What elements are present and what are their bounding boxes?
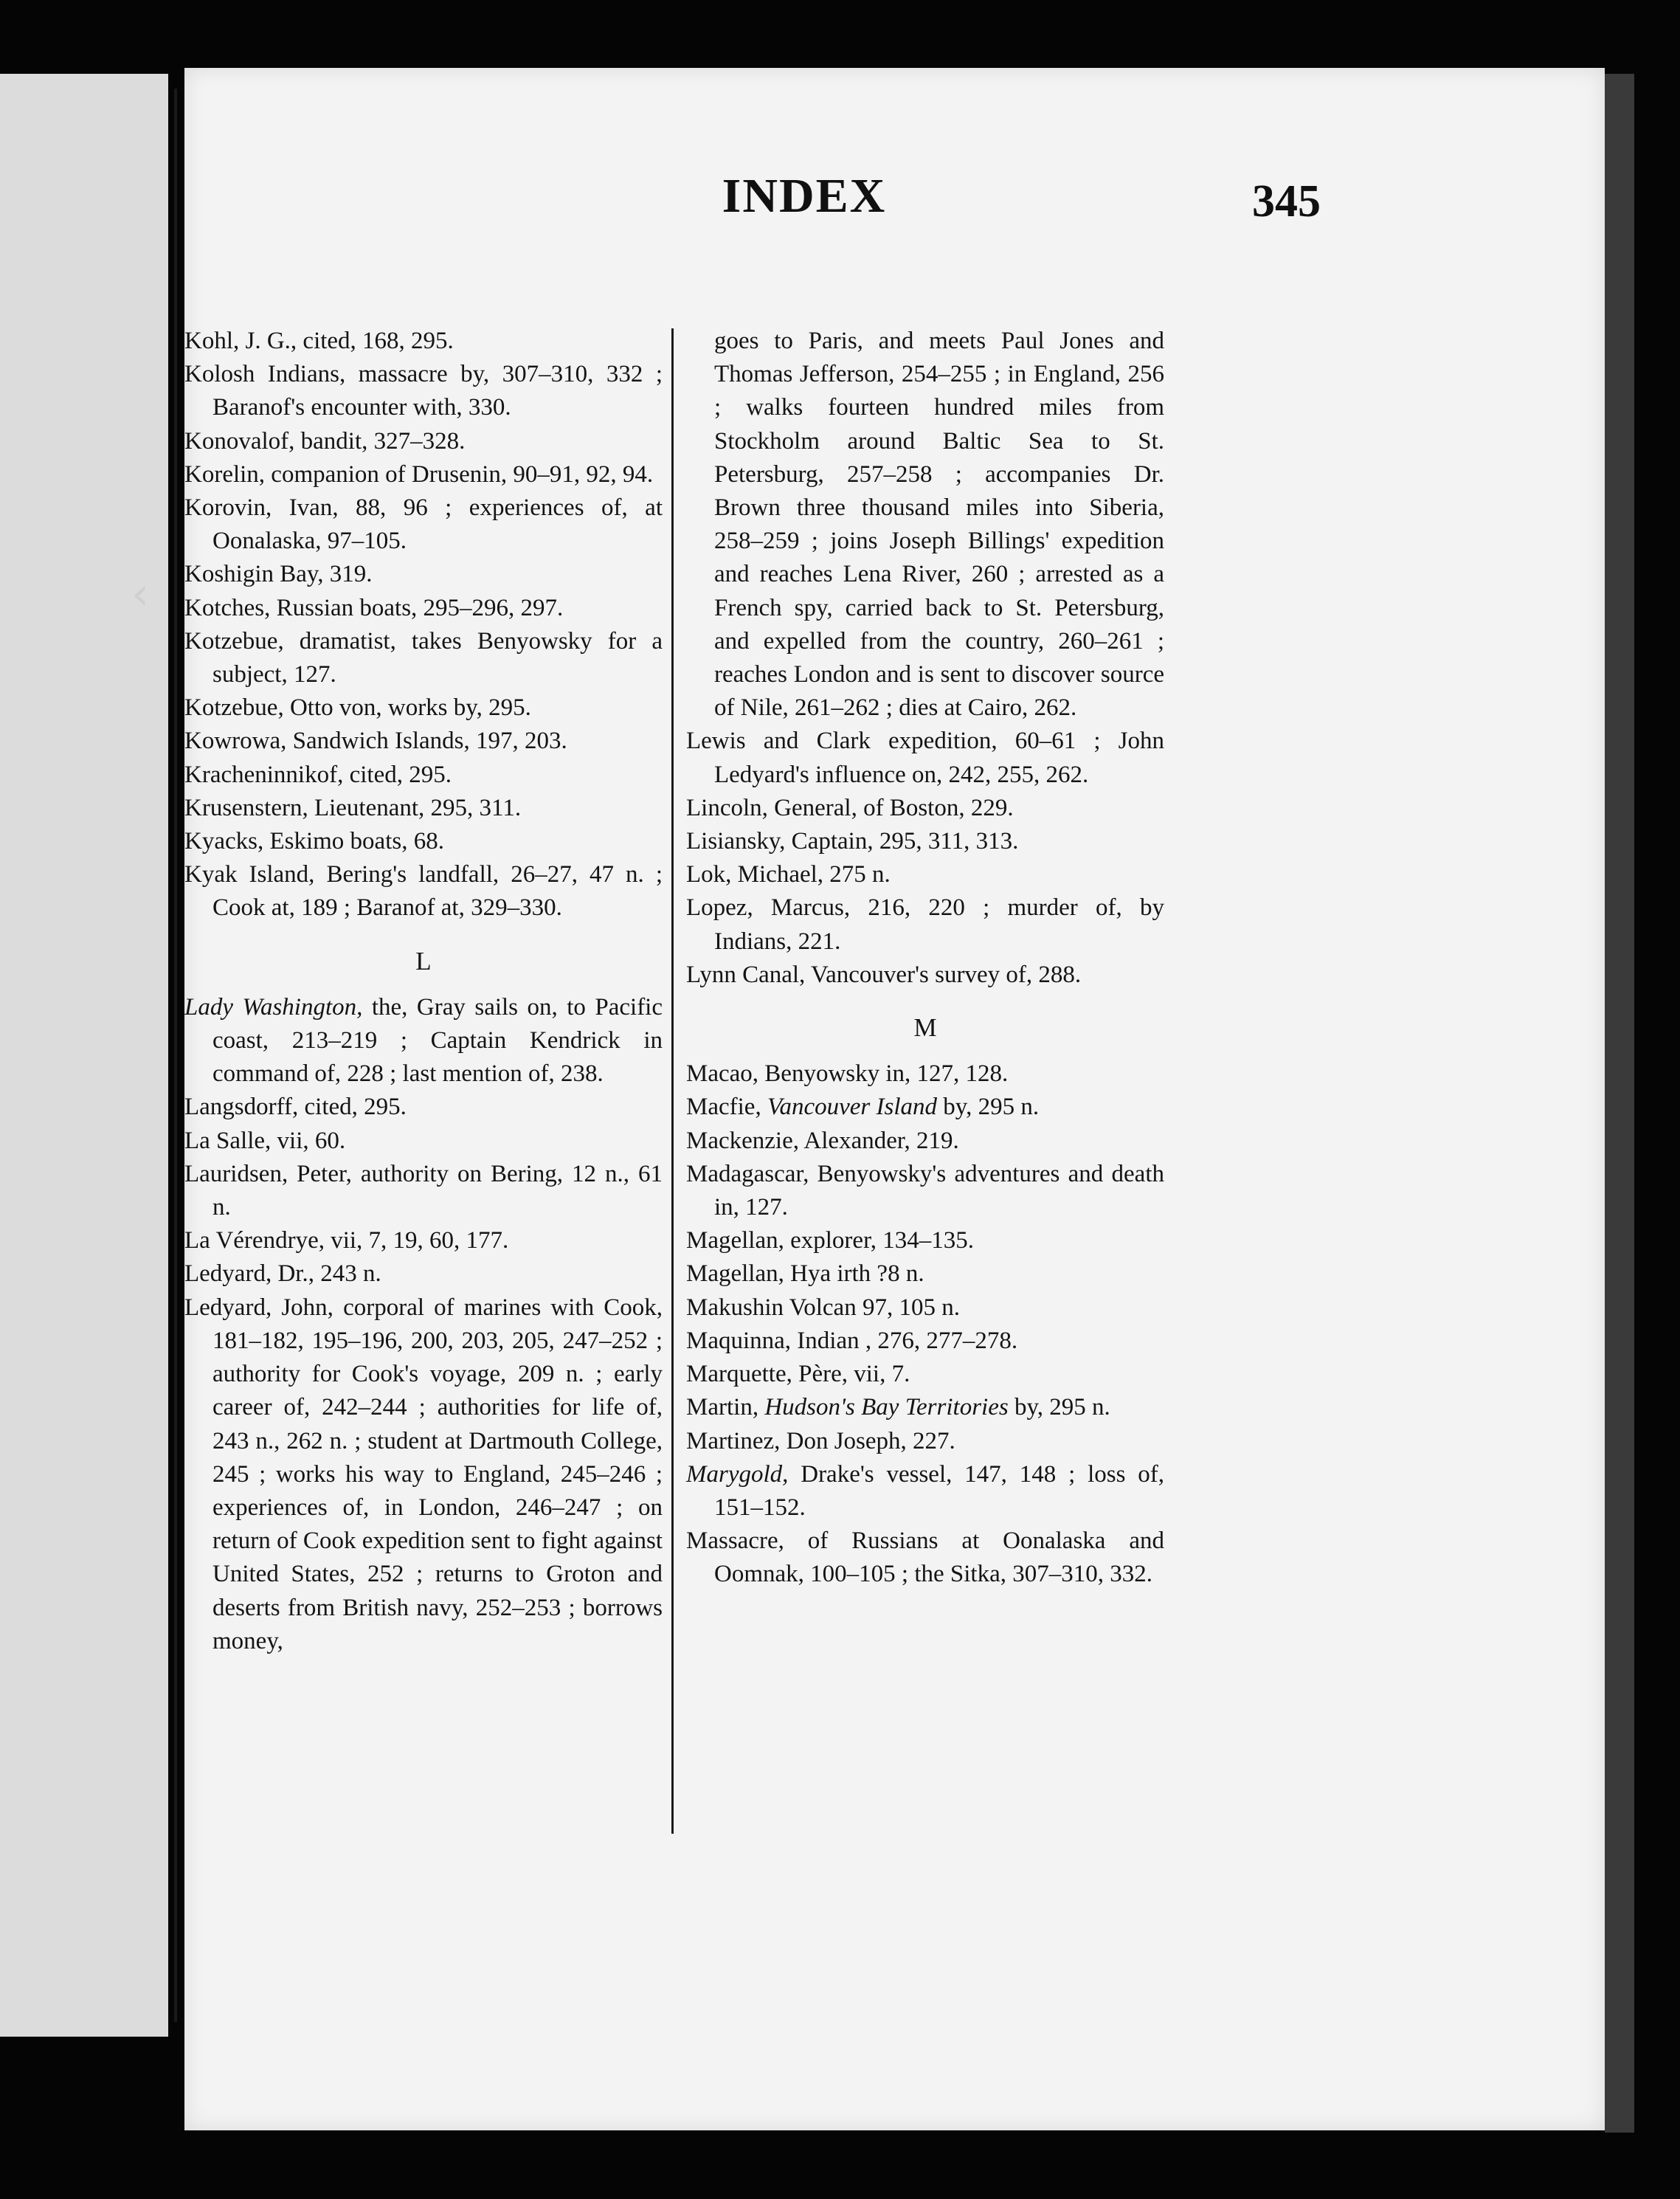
index-entry: Korelin, companion of Drusenin, 90–91, 92, 94. — [184, 460, 654, 488]
index-column-left — [184, 325, 663, 1658]
index-entry: Magellan, explorer, 134–135. — [686, 1227, 974, 1254]
entry-list-m — [686, 1425, 1164, 1458]
italic-ship-name: Lady Washington, — [184, 993, 363, 1021]
index-entry-continuation: goes to Paris, and meets Paul Jones and Thomas Jefferson, 254–255 ; in England, 256 ; walks fourteen hundred miles from Stockholm around Baltic Sea to St. Petersburg, 257–258 ; accompanies Dr. Brown three thousand miles into Siberia, 258–259 ; joins Joseph Billings' expedition and reaches Lena River, 260 ; arrested as a French spy, carried back to St. Petersburg, and expelled from the country, 260–261 ; reaches London and is sent to discover source of Nile, 261–262 ; dies at Cairo, 262. — [714, 328, 1164, 722]
index-entry: Kotzebue, Otto von, works by, 295. — [184, 694, 531, 722]
index-entry: Kotches, Russian boats, 295–296, 297. — [184, 594, 564, 621]
index-entry: Konovalof, bandit, 327–328. — [184, 427, 466, 455]
section-heading-m: M — [913, 1013, 937, 1043]
index-entry-marygold: Marygold, Drake's vessel, 147, 148 ; loss of, 151–152. — [686, 1460, 1164, 1521]
index-entry: Magellan, Hya irth ?8 n. — [686, 1260, 924, 1288]
page-edge-shadow — [1605, 74, 1634, 2133]
index-entry: Kotzebue, dramatist, takes Benyowsky for a subject, 127. — [184, 627, 663, 688]
index-entry: Madagascar, Benyowsky's adventures and death in, 127. — [686, 1160, 1164, 1221]
index-entry: Koshigin Bay, 319. — [184, 561, 373, 588]
index-entry: Lisiansky, Captain, 295, 311, 313. — [686, 828, 1019, 855]
section-heading-l: L — [415, 946, 432, 976]
index-entry: Mackenzie, Alexander, 219. — [686, 1127, 959, 1154]
index-entry: Marquette, Père, vii, 7. — [686, 1361, 910, 1388]
index-entry: Maquinna, Indian , 276, 277–278. — [686, 1327, 1018, 1354]
page-title: INDEX — [722, 169, 887, 223]
margin-bracket-mark: ‹ — [131, 568, 149, 620]
index-entry: Kohl, J. G., cited, 168, 295. — [184, 328, 454, 354]
index-entry-martin: Martin, Hudson's Bay Territories by, 295 n. — [686, 1394, 1110, 1421]
index-entry: Martinez, Don Joseph, 227. — [686, 1427, 955, 1454]
index-entry: Kracheninnikof, cited, 295. — [184, 761, 452, 788]
index-entry: Kyak Island, Bering's landfall, 26–27, 47 n. ; Cook at, 189 ; Baranof at, 329–330. — [184, 861, 663, 922]
index-entry: Ledyard, Dr., 243 n. — [184, 1260, 381, 1288]
entry-list-m — [686, 1525, 1164, 1591]
entry-list-l-cont — [686, 725, 1164, 992]
index-entry: Makushin Volcan 97, 105 n. — [686, 1294, 960, 1321]
index-entry: Langsdorff, cited, 295. — [184, 1094, 407, 1121]
facing-page-edge — [0, 74, 168, 2037]
index-entry: Lopez, Marcus, 216, 220 ; murder of, by Indians, 221. — [686, 894, 1164, 955]
index-entry: Lauridsen, Peter, authority on Bering, 12 n., 61 n. — [184, 1160, 663, 1221]
entry-list-m — [686, 1125, 1164, 1392]
index-entry: Korovin, Ivan, 88, 96 ; experiences of, at Oonalaska, 97–105. — [184, 494, 663, 555]
index-entry: Kowrowa, Sandwich Islands, 197, 203. — [184, 728, 567, 755]
index-entry: Lok, Michael, 275 n. — [686, 861, 891, 888]
page-number: 345 — [1252, 176, 1321, 227]
index-entry: Kyacks, Eskimo boats, 68. — [184, 828, 444, 855]
index-column-right — [686, 325, 1164, 1592]
column-divider — [671, 328, 674, 1834]
entry-list-m — [686, 1057, 1164, 1091]
index-entry: Lewis and Clark expedition, 60–61 ; John Ledyard's influence on, 242, 255, 262. — [686, 728, 1164, 788]
entry-list-l — [184, 1091, 663, 1657]
index-entry: Macao, Benyowsky in, 127, 128. — [686, 1060, 1009, 1088]
binding-mark — [174, 89, 177, 2022]
index-entry: Massacre, of Russians at Oonalaska and Oomnak, 100–105 ; the Sitka, 307–310, 332. — [686, 1527, 1164, 1588]
index-entry-macfie: Macfie, Vancouver Island by, 295 n. — [686, 1094, 1040, 1121]
index-entry: Lincoln, General, of Boston, 229. — [686, 794, 1014, 821]
index-entry: Kolosh Indians, massacre by, 307–310, 332 ; Baranof's encounter with, 330. — [184, 361, 663, 421]
index-entry: Lynn Canal, Vancouver's survey of, 288. — [686, 961, 1082, 988]
index-entry: La Vérendrye, vii, 7, 19, 60, 177. — [184, 1227, 509, 1254]
entry-list-k — [184, 325, 663, 925]
index-entry: Ledyard, John, corporal of marines with Cook, 181–182, 195–196, 200, 203, 205, 247–252 ; authority for Cook's voyage, 209 n. ; early career of, 242–244 ; authorities for life of, 243 n., 262 n. ; student at Dartmouth College, 245 ; works his way to England, 245–246 ; experiences of, in London, 246–247 ; on return of Cook expedition sent to fight against United States, 252 ; returns to Groton and deserts from British navy, 252–253 ; borrows money, — [184, 1294, 663, 1654]
index-entry: La Salle, vii, 60. — [184, 1127, 346, 1154]
index-entry: Krusenstern, Lieutenant, 295, 311. — [184, 794, 522, 821]
index-entry-lady-washington: Lady Washington, the, Gray sails on, to Pacific coast, 213–219 ; Captain Kendrick in command of, 228 ; last mention of, 238. — [184, 993, 663, 1088]
